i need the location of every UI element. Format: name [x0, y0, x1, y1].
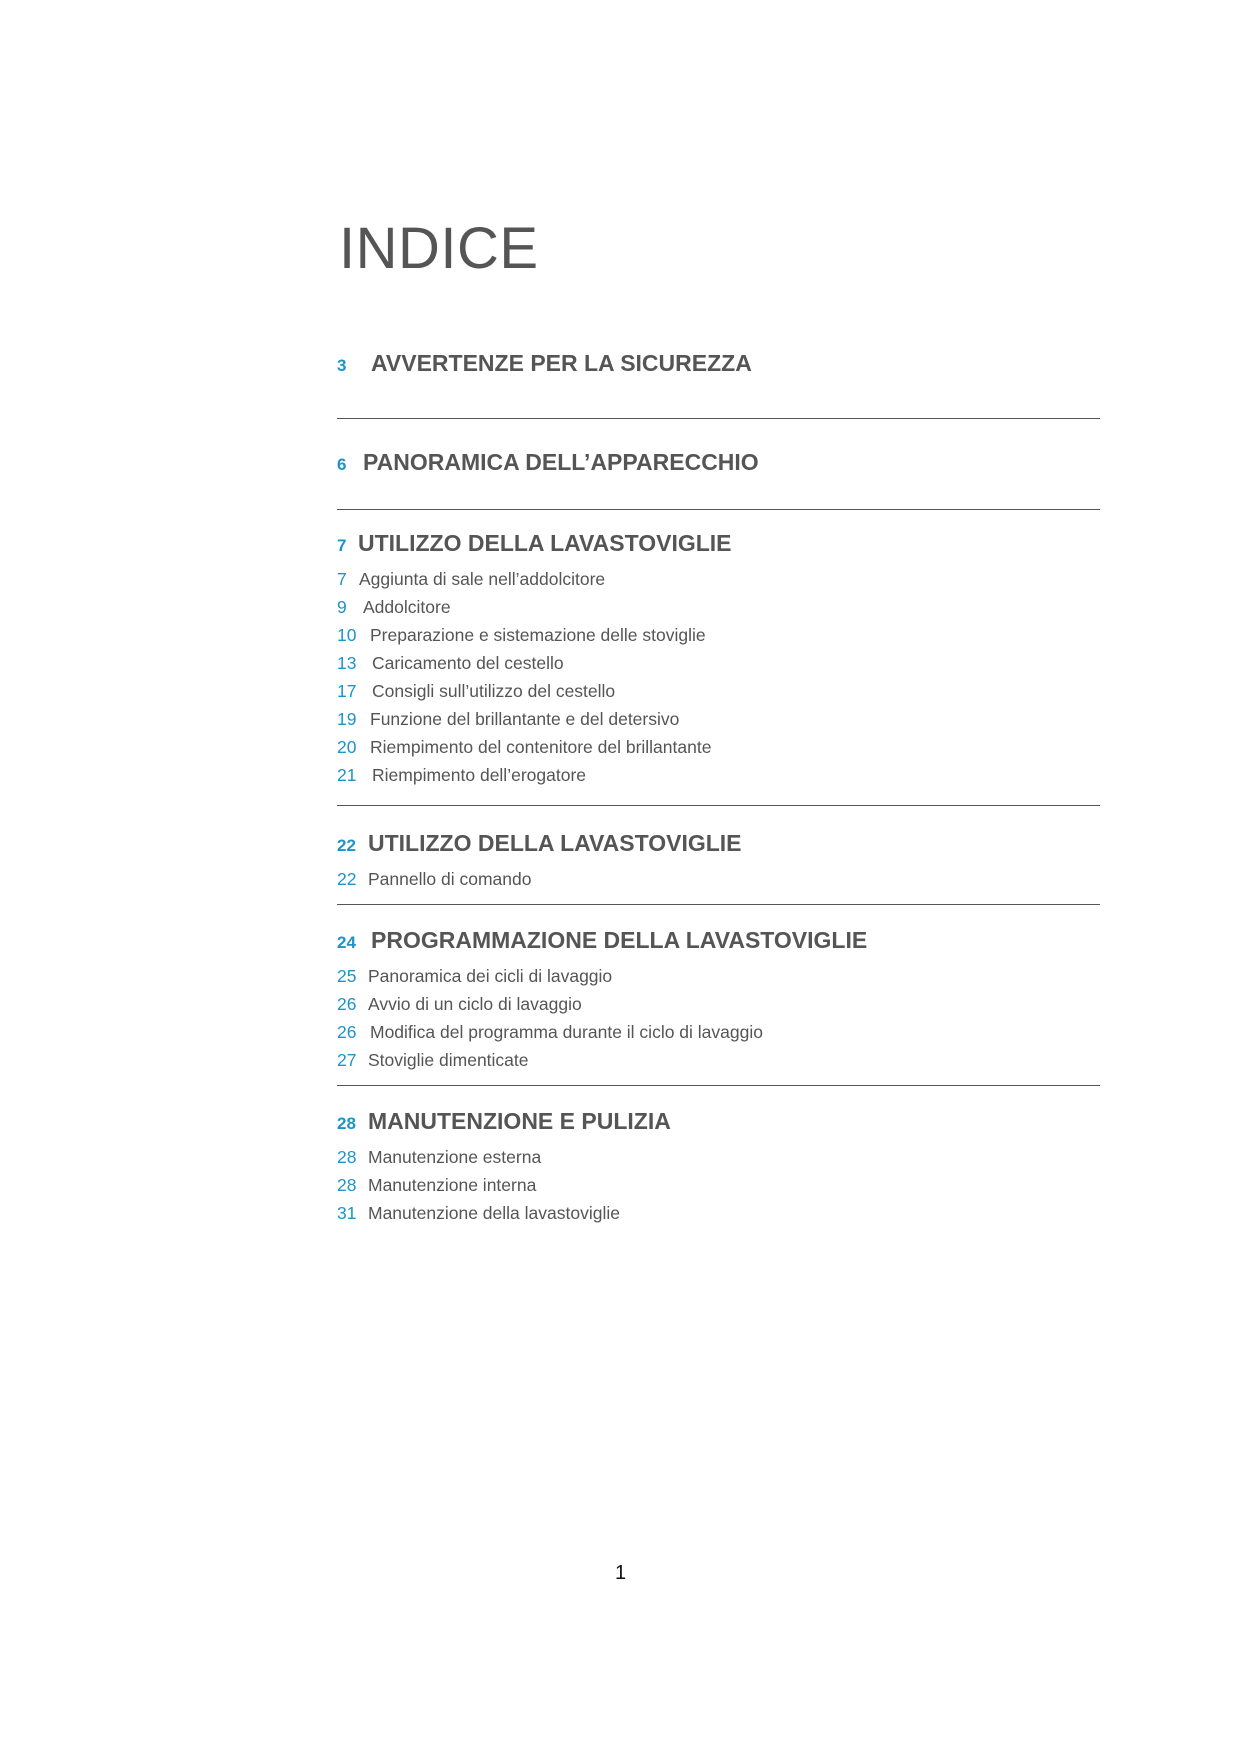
- toc-item[interactable]: [337, 1171, 1100, 1199]
- toc-section-heading[interactable]: [337, 350, 1100, 377]
- toc-item-title: Pannello di comando: [368, 869, 532, 889]
- toc-section-page-number: 6: [337, 455, 347, 474]
- toc-item[interactable]: [337, 565, 1100, 593]
- toc-item[interactable]: [337, 1143, 1100, 1171]
- toc-item-title: Modifica del programma durante il ciclo di lavaggio: [370, 1022, 763, 1042]
- toc-item-title: Riempimento del contenitore del brillantante: [370, 737, 712, 757]
- toc-item[interactable]: [337, 865, 1100, 893]
- toc-item-title: Manutenzione interna: [368, 1175, 537, 1195]
- page-number: 1: [614, 1562, 627, 1584]
- table-of-contents: [337, 350, 1100, 1227]
- toc-section-overview: [337, 418, 1100, 509]
- toc-item-list: [337, 962, 1100, 1074]
- toc-section-page-number: 3: [337, 356, 347, 375]
- toc-section-page-number: 7: [337, 536, 347, 555]
- toc-item[interactable]: [337, 705, 1100, 733]
- toc-item[interactable]: [337, 733, 1100, 761]
- toc-item-page-number: 31: [337, 1203, 357, 1223]
- toc-item-page-number: 13: [337, 653, 357, 673]
- toc-item-title: Manutenzione esterna: [368, 1147, 542, 1167]
- toc-item-title: Manutenzione della lavastoviglie: [368, 1203, 620, 1223]
- toc-item-list: [337, 865, 1100, 893]
- page-title: INDICE: [339, 216, 539, 281]
- toc-section-title: PANORAMICA DELL’APPARECCHIO: [363, 449, 759, 475]
- toc-item-title: Preparazione e sistemazione delle stoviglie: [370, 625, 706, 645]
- toc-item-page-number: 27: [337, 1050, 357, 1070]
- toc-section-heading[interactable]: [337, 1108, 1100, 1135]
- toc-section-safety: [337, 350, 1100, 418]
- toc-item-page-number: 10: [337, 625, 357, 645]
- toc-section-heading[interactable]: [337, 830, 1100, 857]
- toc-item-page-number: 7: [337, 569, 347, 589]
- toc-item-title: Panoramica dei cicli di lavaggio: [368, 966, 613, 986]
- toc-section-maintenance: [337, 1085, 1100, 1227]
- toc-item-page-number: 26: [337, 1022, 357, 1042]
- toc-item-page-number: 28: [337, 1147, 357, 1167]
- toc-section-page-number: 22: [337, 836, 356, 855]
- toc-item-page-number: 25: [337, 966, 357, 986]
- toc-item[interactable]: [337, 1046, 1100, 1074]
- toc-section-programming: [337, 904, 1100, 1085]
- toc-item[interactable]: [337, 962, 1100, 990]
- toc-item-title: Addolcitore: [363, 597, 451, 617]
- toc-item[interactable]: [337, 621, 1100, 649]
- toc-item-page-number: 21: [337, 765, 357, 785]
- toc-item[interactable]: [337, 677, 1100, 705]
- toc-section-title: PROGRAMMAZIONE DELLA LAVASTOVIGLIE: [371, 927, 868, 953]
- toc-section-title: UTILIZZO DELLA LAVASTOVIGLIE: [368, 830, 742, 856]
- toc-section-heading[interactable]: [337, 927, 1100, 954]
- toc-section-title: UTILIZZO DELLA LAVASTOVIGLIE: [358, 530, 732, 556]
- toc-item-page-number: 22: [337, 869, 357, 889]
- toc-item[interactable]: [337, 990, 1100, 1018]
- toc-item-title: Avvio di un ciclo di lavaggio: [368, 994, 582, 1014]
- toc-item[interactable]: [337, 761, 1100, 789]
- toc-section-title: MANUTENZIONE E PULIZIA: [368, 1108, 671, 1134]
- toc-item-title: Aggiunta di sale nell’addolcitore: [359, 569, 606, 589]
- toc-item-list: [337, 565, 1100, 789]
- toc-item-page-number: 28: [337, 1175, 357, 1195]
- toc-item-title: Caricamento del cestello: [372, 653, 564, 673]
- toc-item-title: Stoviglie dimenticate: [368, 1050, 529, 1070]
- toc-item-list: [337, 1143, 1100, 1227]
- toc-item-page-number: 19: [337, 709, 357, 729]
- toc-item[interactable]: [337, 1199, 1100, 1227]
- toc-section-heading[interactable]: [337, 449, 1100, 476]
- toc-item-page-number: 26: [337, 994, 357, 1014]
- toc-section-usage: [337, 509, 1100, 805]
- toc-section-heading[interactable]: [337, 530, 1100, 557]
- toc-item[interactable]: [337, 649, 1100, 677]
- toc-item-title: Funzione del brillantante e del detersivo: [370, 709, 680, 729]
- toc-item-page-number: 9: [337, 597, 347, 617]
- toc-section-page-number: 28: [337, 1114, 356, 1133]
- toc-item[interactable]: [337, 1018, 1100, 1046]
- toc-item-title: Consigli sull’utilizzo del cestello: [372, 681, 616, 701]
- toc-section-title: AVVERTENZE PER LA SICUREZZA: [371, 350, 752, 376]
- toc-section-page-number: 24: [337, 933, 356, 952]
- toc-item-title: Riempimento dell’erogatore: [372, 765, 586, 785]
- toc-item-page-number: 17: [337, 681, 357, 701]
- toc-section-usage-controls: [337, 805, 1100, 904]
- toc-item-page-number: 20: [337, 737, 357, 757]
- toc-item[interactable]: [337, 593, 1100, 621]
